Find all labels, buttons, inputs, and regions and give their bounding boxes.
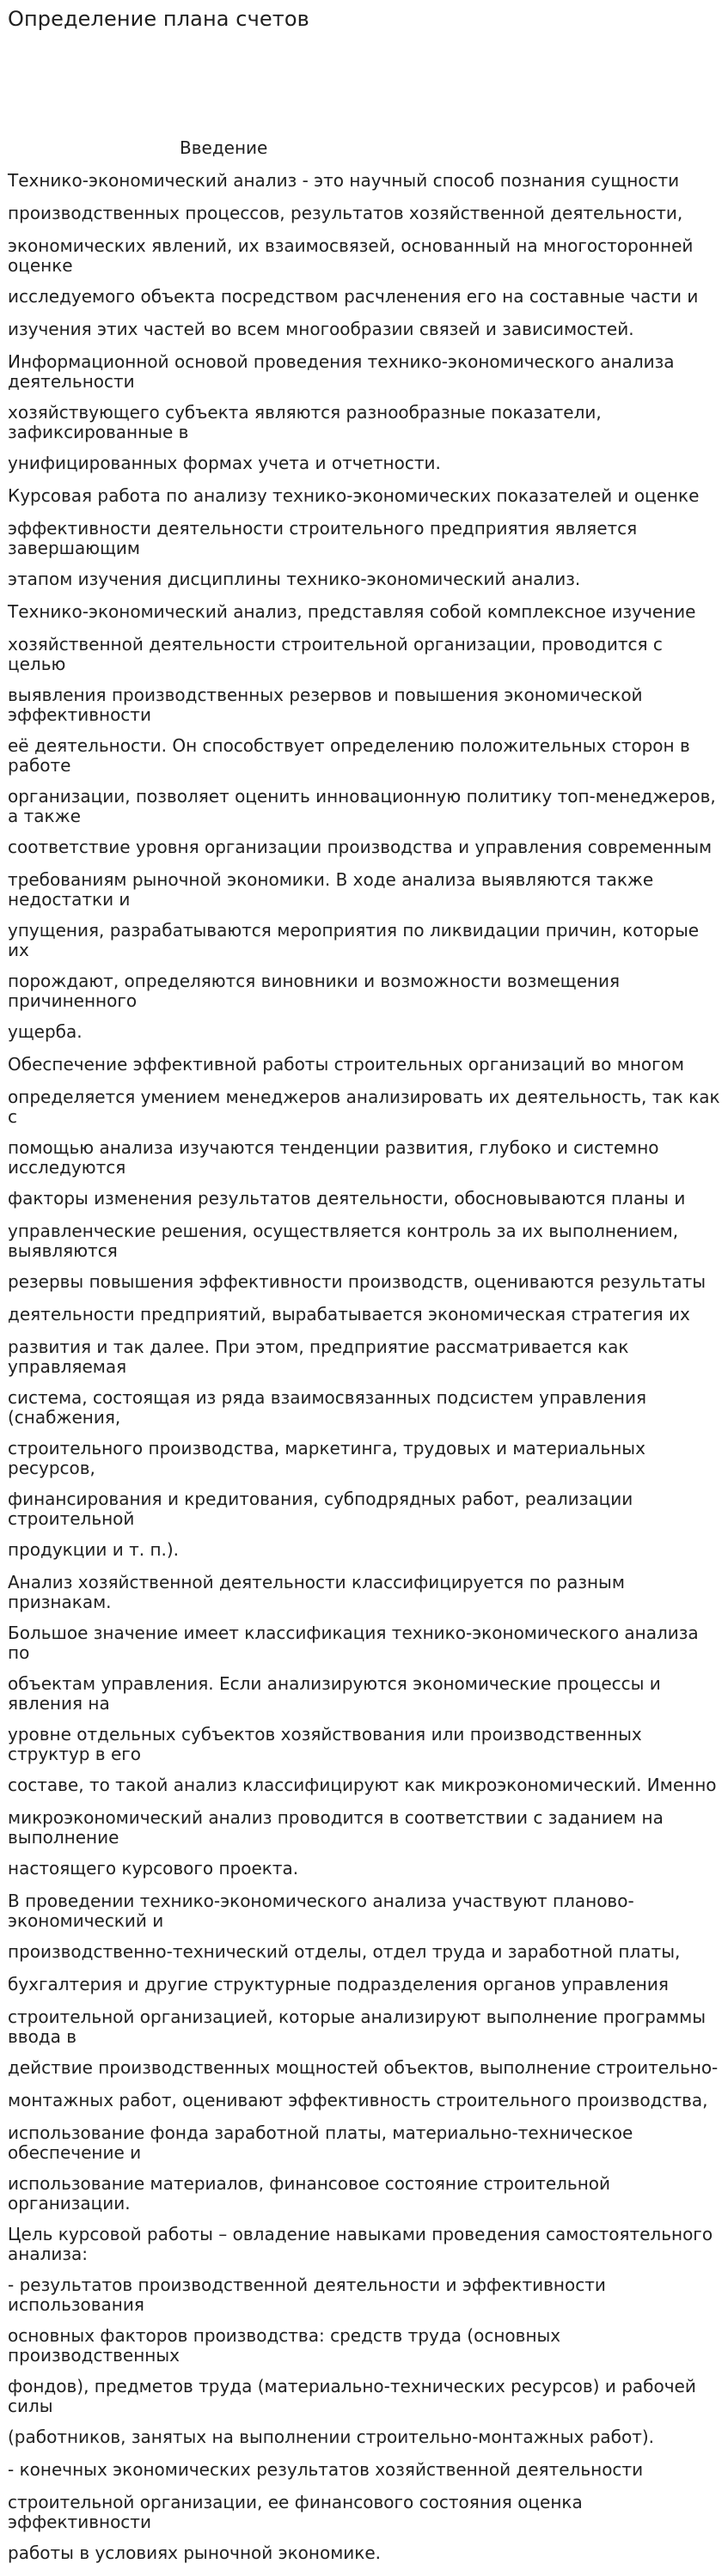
document-line: деятельности предприятий, вырабатывается экономическая стратегия их	[8, 1304, 690, 1325]
document-line: этапом изучения дисциплины технико-экономический анализ.	[8, 569, 581, 589]
document-line: эффективности деятельности строительного предприятия является завершающим	[8, 518, 638, 558]
document-line: строительной организации, ее финансового состояния оценка эффективности	[8, 2492, 583, 2532]
document-line: Технико-экономический анализ - это научный способ познания сущности	[8, 170, 680, 191]
document-line: Информационной основой проведения технико-экономического анализа деятельности	[8, 351, 675, 392]
document-line: строительного производства, маркетинга, трудовых и материальных ресурсов,	[8, 1438, 645, 1478]
document-line: упущения, разрабатываются мероприятия по ликвидации причин, которые их	[8, 920, 700, 960]
document-line: финансирования и кредитования, субподрядных работ, реализации строительной	[8, 1489, 633, 1529]
document-line: (работников, занятых на выполнении строительно-монтажных работ).	[8, 2427, 655, 2447]
document-line: помощью анализа изучаются тенденции развития, глубоко и системно исследуются	[8, 1137, 659, 1178]
document-line: основных факторов производства: средств труда (основных производственных	[8, 2325, 561, 2366]
document-line: продукции и т. п.).	[8, 1539, 180, 1560]
document-line: объектам управления. Если анализируются экономические процессы и явления на	[8, 1673, 661, 1714]
document-line: соответствие уровня организации производства и управления современным	[8, 837, 713, 857]
document-line: использование материалов, финансовое состояние строительной организации.	[8, 2173, 611, 2214]
document-line: производственных процессов, результатов хозяйственной деятельности,	[8, 203, 683, 223]
document-line: определяется умением менеджеров анализировать их деятельность, так как с	[8, 1087, 720, 1127]
document-line: Обеспечение эффективной работы строительных организаций во многом	[8, 1054, 685, 1075]
document-line: монтажных работ, оценивают эффективность строительного производства,	[8, 2090, 708, 2110]
document-line: организации, позволяет оценить инновационную политику топ-менеджеров, а также	[8, 786, 716, 826]
document-line: действие производственных мощностей объектов, выполнение строительно-	[8, 2057, 719, 2078]
document-line: Анализ хозяйственной деятельности классифицируется по разным признакам.	[8, 1572, 625, 1612]
document-line: микроэкономический анализ проводится в соответствии с заданием на выполнение	[8, 1807, 664, 1848]
document-line: система, состоящая из ряда взаимосвязанных подсистем управления (снабжения,	[8, 1387, 647, 1428]
document-line: производственно-технический отделы, отдел труда и заработной платы,	[8, 1941, 681, 1962]
document-line: изучения этих частей во всем многообразии связей и зависимостей.	[8, 319, 634, 339]
document-line: уровне отдельных субъектов хозяйствования или производственных структур в его	[8, 1724, 642, 1764]
section-heading: Введение	[180, 137, 268, 158]
document-line: порождают, определяются виновники и возможности возмещения причиненного	[8, 971, 621, 1011]
document-line: исследуемого объекта посредством расчленения его на составные части и	[8, 286, 699, 307]
document-line: настоящего курсового проекта.	[8, 1858, 299, 1879]
document-line: её деятельности. Он способствует определению положительных сторон в работе	[8, 735, 690, 776]
document-line: хозяйствующего субъекта являются разнообразные показатели, зафиксированные в	[8, 402, 602, 442]
document-line: факторы изменения результатов деятельности, обосновываются планы и	[8, 1188, 686, 1209]
document-line: В проведении технико-экономического анализа участвуют планово-экономический и	[8, 1891, 634, 1931]
document-line: управленческие решения, осуществляется контроль за их выполнением, выявляются	[8, 1221, 679, 1261]
document-body	[8, 138, 721, 2576]
document-line: Большое значение имеет классификация технико-экономического анализа по	[8, 1623, 699, 1663]
document-line: составе, то такой анализ классифицируют как микроэкономический. Именно	[8, 1775, 717, 1795]
document-line: Курсовая работа по анализу технико-экономических показателей и оценке	[8, 485, 700, 506]
document-line: - конечных экономических результатов хозяйственной деятельности	[8, 2459, 644, 2480]
document-line: использование фонда заработной платы, материально-техническое обеспечение и	[8, 2122, 633, 2163]
document-line: Технико-экономический анализ, представляя собой комплексное изучение	[8, 601, 696, 622]
document-line: бухгалтерия и другие структурные подразделения органов управления	[8, 1974, 669, 1994]
document-line: выявления производственных резервов и повышения экономической эффективности	[8, 685, 643, 725]
document-line: фондов), предметов труда (материально-технических ресурсов) и рабочей силы	[8, 2376, 696, 2416]
page-title: Определение плана счетов	[8, 7, 309, 31]
document-line: унифицированных формах учета и отчетности.	[8, 453, 441, 473]
document-line: - результатов производственной деятельности и эффективности использования	[8, 2275, 606, 2315]
document-line: экономических явлений, их взаимосвязей, основанный на многосторонней оценке	[8, 235, 694, 276]
document-line: хозяйственной деятельности строительной организации, проводится с целью	[8, 634, 663, 674]
document-line: резервы повышения эффективности производств, оцениваются результаты	[8, 1271, 707, 1292]
document-line: развития и так далее. При этом, предприятие рассматривается как управляемая	[8, 1337, 629, 1377]
document-line: строительной организацией, которые анализируют выполнение программы ввода в	[8, 2007, 707, 2047]
document-line: ущерба.	[8, 1021, 83, 1042]
document-line: работы в условиях рыночной экономике.	[8, 2543, 382, 2563]
document-line: Цель курсовой работы – овладение навыками проведения самостоятельного анализа:	[8, 2224, 713, 2264]
document-line: требованиям рыночной экономики. В ходе анализа выявляются также недостатки и	[8, 869, 654, 910]
paragraph-lines	[8, 171, 721, 2563]
